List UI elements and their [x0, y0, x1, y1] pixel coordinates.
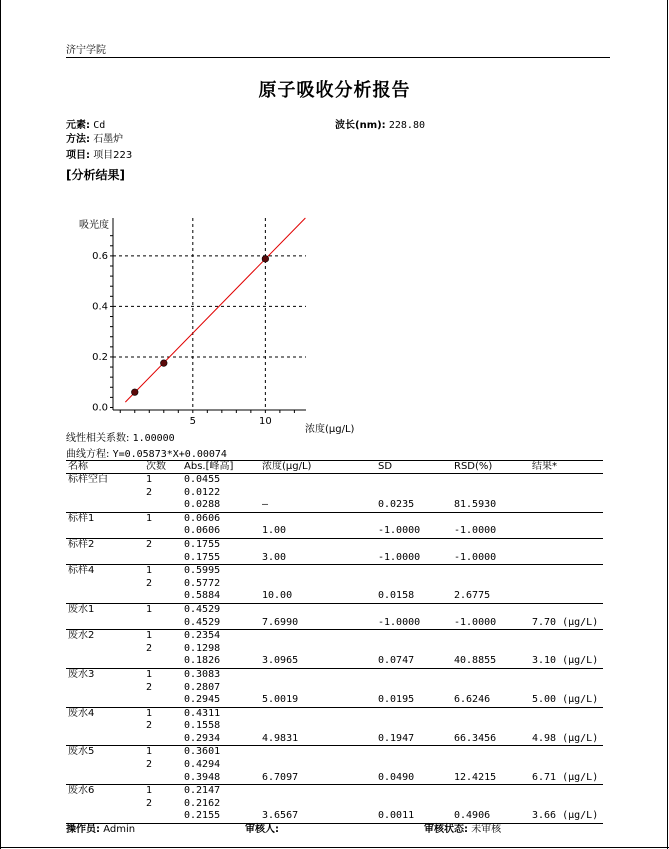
- col-header-rsd: RSD(%): [452, 461, 530, 474]
- cell-abs: 0.4529: [184, 603, 221, 615]
- table-row: [66, 759, 603, 772]
- cell-abs: 0.4294: [184, 759, 221, 771]
- cell-conc: [260, 785, 376, 798]
- table-row: [66, 617, 603, 630]
- cell-conc: [260, 512, 376, 525]
- operator-label: 操作员:: [66, 824, 100, 835]
- cell-name: [66, 759, 144, 772]
- wavelength-info: [335, 116, 425, 131]
- cell-conc: [260, 759, 376, 772]
- element-value: Cd: [93, 120, 106, 131]
- table-row: [66, 694, 603, 707]
- cell-name: [66, 733, 144, 746]
- cell-sd: [376, 643, 452, 656]
- table-row: [66, 499, 603, 512]
- x-tick-label: 10: [259, 416, 272, 427]
- cell-sd: [376, 474, 452, 487]
- cell-name: [66, 720, 144, 733]
- cell-count: 2: [146, 720, 153, 732]
- cell-abs: 0.0606: [182, 525, 260, 538]
- col-header-result: 结果*: [530, 461, 603, 474]
- table-row: [66, 552, 603, 565]
- cell-sd: [376, 682, 452, 695]
- cell-sd: [376, 565, 452, 578]
- cell-rsd: [452, 578, 530, 591]
- cell-conc: [260, 668, 376, 681]
- cell-result: [530, 707, 603, 720]
- correlation-line: [66, 429, 175, 444]
- cell-abs: 0.4311: [184, 707, 221, 719]
- cell-abs: 0.3083: [184, 668, 221, 680]
- cell-abs: 0.2155: [182, 810, 260, 823]
- col-header-sd: SD: [376, 461, 452, 474]
- cell-rsd: 0.4906: [452, 810, 530, 823]
- y-tick-label: 0.2: [92, 351, 108, 363]
- project-info: [66, 146, 132, 161]
- cell-name: [66, 772, 144, 785]
- cell-abs: 0.1558: [184, 720, 221, 732]
- cell-count: 1: [146, 474, 153, 485]
- y-tick-label: 0.4: [92, 301, 108, 313]
- cell-name: [66, 694, 144, 707]
- cell-count: 2: [146, 486, 153, 498]
- page-border-left: [0, 0, 1, 849]
- cell-count: [144, 525, 182, 538]
- cell-rsd: [452, 565, 530, 578]
- cell-count: 2: [146, 681, 153, 693]
- cell-abs: 0.2807: [184, 681, 221, 693]
- cell-sd: [376, 538, 452, 551]
- cell-result: [530, 590, 603, 603]
- table-row: [66, 798, 603, 811]
- cell-rsd: [452, 720, 530, 733]
- cell-sd: [376, 630, 452, 643]
- cell-name: 废水2: [68, 630, 95, 642]
- cell-count: 1: [146, 603, 153, 615]
- cell-abs: 0.0606: [184, 512, 221, 524]
- correlation-value: 1.00000: [132, 433, 175, 444]
- cell-abs: 0.0288: [182, 499, 260, 512]
- cell-result: 7.70 (μg/L): [530, 617, 603, 630]
- col-header-name: 名称: [66, 461, 144, 474]
- cell-sd: 0.0490: [376, 772, 452, 785]
- cell-conc: [260, 682, 376, 695]
- cell-abs: 0.3601: [184, 746, 221, 758]
- equation-line: [66, 445, 227, 460]
- cell-name: [66, 578, 144, 591]
- institution-name: 济宁学院: [66, 45, 106, 56]
- table-row: [66, 512, 603, 525]
- cell-result: [530, 668, 603, 681]
- cell-conc: [260, 746, 376, 759]
- cell-rsd: [452, 798, 530, 811]
- cell-abs: 0.2934: [182, 733, 260, 746]
- cell-rsd: [452, 487, 530, 500]
- review-status-label: 审核状态:: [424, 824, 468, 835]
- cell-abs: 0.0455: [184, 474, 221, 485]
- cell-sd: -1.0000: [376, 617, 452, 630]
- cell-abs: 0.1298: [184, 642, 221, 654]
- project-label: 项目:: [66, 150, 90, 161]
- cell-conc: [260, 720, 376, 733]
- cell-count: [144, 552, 182, 565]
- cell-rsd: [452, 643, 530, 656]
- cell-rsd: [452, 785, 530, 798]
- cell-result: [530, 552, 603, 565]
- cell-result: [530, 487, 603, 500]
- col-header-abs: Abs.[峰高]: [182, 461, 260, 474]
- cell-sd: [376, 798, 452, 811]
- method-info: [66, 130, 123, 145]
- fit-line: [125, 218, 305, 402]
- cell-count: [144, 694, 182, 707]
- calibration-chart: [66, 200, 356, 436]
- cell-sd: 0.1947: [376, 733, 452, 746]
- cell-sd: 0.0195: [376, 694, 452, 707]
- cell-conc: 3.00: [260, 552, 376, 565]
- table-row: [66, 565, 603, 578]
- results-table: [66, 460, 603, 824]
- cell-conc: 7.6990: [260, 617, 376, 630]
- reviewer-info: [245, 820, 279, 835]
- cell-name: 废水6: [68, 785, 95, 797]
- cell-name: [66, 487, 144, 500]
- cell-count: 1: [146, 746, 153, 758]
- cell-conc: [260, 538, 376, 551]
- cell-result: [530, 538, 603, 551]
- cell-count: [144, 499, 182, 512]
- cell-name: 标样空白: [68, 474, 108, 485]
- method-label: 方法:: [66, 134, 90, 145]
- cell-sd: 0.0158: [376, 590, 452, 603]
- y-axis-label: 吸光度: [79, 220, 109, 231]
- cell-sd: [376, 759, 452, 772]
- table-row: [66, 525, 603, 538]
- cell-abs: 0.5772: [184, 577, 221, 589]
- cell-rsd: 12.4215: [452, 772, 530, 785]
- cell-abs: 0.3948: [182, 772, 260, 785]
- table-row: [66, 630, 603, 643]
- cell-sd: [376, 578, 452, 591]
- cell-count: 1: [146, 565, 153, 577]
- cell-sd: -1.0000: [376, 552, 452, 565]
- cell-count: [144, 655, 182, 668]
- table-row: [66, 578, 603, 591]
- cell-rsd: [452, 630, 530, 643]
- cell-count: 1: [146, 668, 153, 680]
- cell-conc: [260, 643, 376, 656]
- wavelength-value: 228.80: [388, 120, 425, 131]
- cell-abs: 0.5995: [184, 565, 221, 577]
- col-header-conc: 浓度(μg/L): [260, 461, 376, 474]
- cell-result: [530, 603, 603, 616]
- cell-result: [530, 630, 603, 643]
- cell-sd: -1.0000: [376, 525, 452, 538]
- cell-sd: [376, 487, 452, 500]
- wavelength-label: 波长(nm):: [335, 120, 386, 131]
- cell-rsd: 40.8855: [452, 655, 530, 668]
- cell-conc: [260, 798, 376, 811]
- cell-sd: [376, 785, 452, 798]
- cell-name: [66, 552, 144, 565]
- cell-name: [66, 643, 144, 656]
- table-row: [66, 487, 603, 500]
- cell-conc: [260, 487, 376, 500]
- cell-abs: 0.1755: [182, 552, 260, 565]
- cell-name: 标样4: [68, 565, 95, 577]
- cell-count: 1: [146, 785, 153, 797]
- cell-result: [530, 720, 603, 733]
- cell-name: 标样1: [68, 512, 95, 524]
- project-value: 项目223: [93, 150, 133, 161]
- cell-count: 2: [146, 577, 153, 589]
- cell-count: [144, 590, 182, 603]
- cell-name: 废水5: [68, 746, 95, 758]
- cell-conc: 5.0019: [260, 694, 376, 707]
- cell-conc: [260, 578, 376, 591]
- table-row: [66, 746, 603, 759]
- y-tick-label: 0.6: [92, 250, 108, 262]
- cell-conc: [260, 707, 376, 720]
- cell-result: 3.10 (μg/L): [530, 655, 603, 668]
- data-point: [160, 360, 167, 367]
- cell-rsd: 6.6246: [452, 694, 530, 707]
- cell-rsd: 81.5930: [452, 499, 530, 512]
- section-title: [分析结果]: [66, 168, 125, 182]
- cell-sd: [376, 603, 452, 616]
- cell-result: [530, 759, 603, 772]
- data-point: [131, 389, 138, 396]
- cell-count: [144, 772, 182, 785]
- table-row: [66, 785, 603, 798]
- data-point: [262, 256, 269, 263]
- table-header-row: [66, 461, 603, 474]
- cell-rsd: [452, 603, 530, 616]
- cell-name: [66, 682, 144, 695]
- cell-rsd: [452, 512, 530, 525]
- cell-abs: 0.1826: [182, 655, 260, 668]
- table-row: [66, 655, 603, 668]
- cell-abs: 0.2945: [182, 694, 260, 707]
- cell-rsd: 66.3456: [452, 733, 530, 746]
- cell-result: 5.00 (μg/L): [530, 694, 603, 707]
- cell-result: [530, 798, 603, 811]
- equation-value: Y=0.05873*X+0.00074: [112, 449, 227, 460]
- cell-abs: 0.1755: [184, 538, 221, 550]
- cell-name: [66, 499, 144, 512]
- cell-result: [530, 643, 603, 656]
- cell-sd: [376, 720, 452, 733]
- operator-value: Admin: [103, 824, 136, 835]
- element-info: [66, 116, 105, 131]
- cell-count: 1: [146, 630, 153, 642]
- cell-result: [530, 474, 603, 487]
- table-row: [66, 772, 603, 785]
- table-row: [66, 707, 603, 720]
- cell-count: [144, 617, 182, 630]
- y-tick-label: 0.0: [92, 402, 108, 414]
- cell-rsd: [452, 474, 530, 487]
- col-header-count: 次数: [144, 461, 182, 474]
- cell-rsd: [452, 746, 530, 759]
- cell-rsd: -1.0000: [452, 617, 530, 630]
- cell-conc: 10.00: [260, 590, 376, 603]
- cell-rsd: [452, 707, 530, 720]
- cell-conc: 6.7097: [260, 772, 376, 785]
- cell-result: 6.71 (μg/L): [530, 772, 603, 785]
- cell-rsd: -1.0000: [452, 552, 530, 565]
- cell-result: [530, 512, 603, 525]
- cell-result: [530, 785, 603, 798]
- table-row: [66, 733, 603, 746]
- cell-result: 4.98 (μg/L): [530, 733, 603, 746]
- cell-count: 1: [146, 512, 153, 524]
- cell-rsd: 2.6775: [452, 590, 530, 603]
- cell-count: 2: [146, 642, 153, 654]
- cell-sd: 0.0011: [376, 810, 452, 823]
- table-row: [66, 590, 603, 603]
- cell-conc: [260, 474, 376, 487]
- cell-rsd: [452, 759, 530, 772]
- cell-conc: [260, 565, 376, 578]
- cell-rsd: [452, 682, 530, 695]
- cell-name: [66, 655, 144, 668]
- page-border-bottom: [0, 847, 669, 848]
- cell-conc: [260, 603, 376, 616]
- cell-name: 废水3: [68, 668, 95, 680]
- cell-result: [530, 499, 603, 512]
- report-title: 原子吸收分析报告: [258, 80, 411, 101]
- cell-count: 1: [146, 707, 153, 719]
- cell-name: [66, 525, 144, 538]
- cell-rsd: [452, 668, 530, 681]
- cell-conc: 3.6567: [260, 810, 376, 823]
- review-status-info: [424, 820, 501, 835]
- header-rule: [66, 57, 610, 58]
- cell-sd: 0.0747: [376, 655, 452, 668]
- cell-count: 2: [146, 797, 153, 809]
- cell-conc: 1.00: [260, 525, 376, 538]
- page-border-right: [667, 0, 668, 849]
- cell-result: [530, 578, 603, 591]
- cell-abs: 0.2147: [184, 785, 221, 797]
- cell-result: [530, 746, 603, 759]
- table-row: [66, 603, 603, 616]
- cell-result: [530, 682, 603, 695]
- cell-result: [530, 525, 603, 538]
- cell-sd: [376, 707, 452, 720]
- x-tick-label: 5: [189, 416, 196, 427]
- table-row: [66, 474, 603, 487]
- table-row: [66, 668, 603, 681]
- cell-count: 2: [146, 759, 153, 771]
- cell-rsd: [452, 538, 530, 551]
- cell-abs: 0.0122: [184, 486, 221, 498]
- cell-count: 2: [146, 538, 153, 550]
- cell-conc: 4.9831: [260, 733, 376, 746]
- cell-result: [530, 565, 603, 578]
- correlation-label: 线性相关系数:: [66, 433, 130, 444]
- cell-conc: —: [260, 499, 376, 512]
- cell-result: 3.66 (μg/L): [530, 810, 603, 823]
- cell-abs: 0.4529: [182, 617, 260, 630]
- table-row: [66, 720, 603, 733]
- cell-sd: [376, 512, 452, 525]
- cell-rsd: -1.0000: [452, 525, 530, 538]
- cell-conc: [260, 630, 376, 643]
- x-axis-label: 浓度(μg/L): [305, 424, 355, 435]
- cell-name: 废水4: [68, 707, 95, 719]
- method-value: 石墨炉: [93, 134, 124, 145]
- cell-name: [66, 798, 144, 811]
- operator-info: [66, 820, 135, 835]
- element-label: 元素:: [66, 120, 90, 131]
- review-status-value: 未审核: [471, 824, 502, 835]
- reviewer-label: 审核人:: [245, 824, 279, 835]
- cell-name: [66, 617, 144, 630]
- cell-name: 废水1: [68, 603, 95, 615]
- cell-count: [144, 733, 182, 746]
- cell-sd: [376, 668, 452, 681]
- table-row: [66, 538, 603, 551]
- cell-conc: 3.0965: [260, 655, 376, 668]
- equation-label: 曲线方程:: [66, 449, 110, 460]
- cell-sd: 0.0235: [376, 499, 452, 512]
- cell-abs: 0.2354: [184, 630, 221, 642]
- cell-abs: 0.5884: [182, 590, 260, 603]
- cell-abs: 0.2162: [184, 797, 221, 809]
- cell-sd: [376, 746, 452, 759]
- cell-name: [66, 590, 144, 603]
- cell-count: [144, 810, 182, 823]
- table-row: [66, 810, 603, 823]
- cell-name: 标样2: [68, 538, 95, 550]
- table-row: [66, 682, 603, 695]
- table-row: [66, 643, 603, 656]
